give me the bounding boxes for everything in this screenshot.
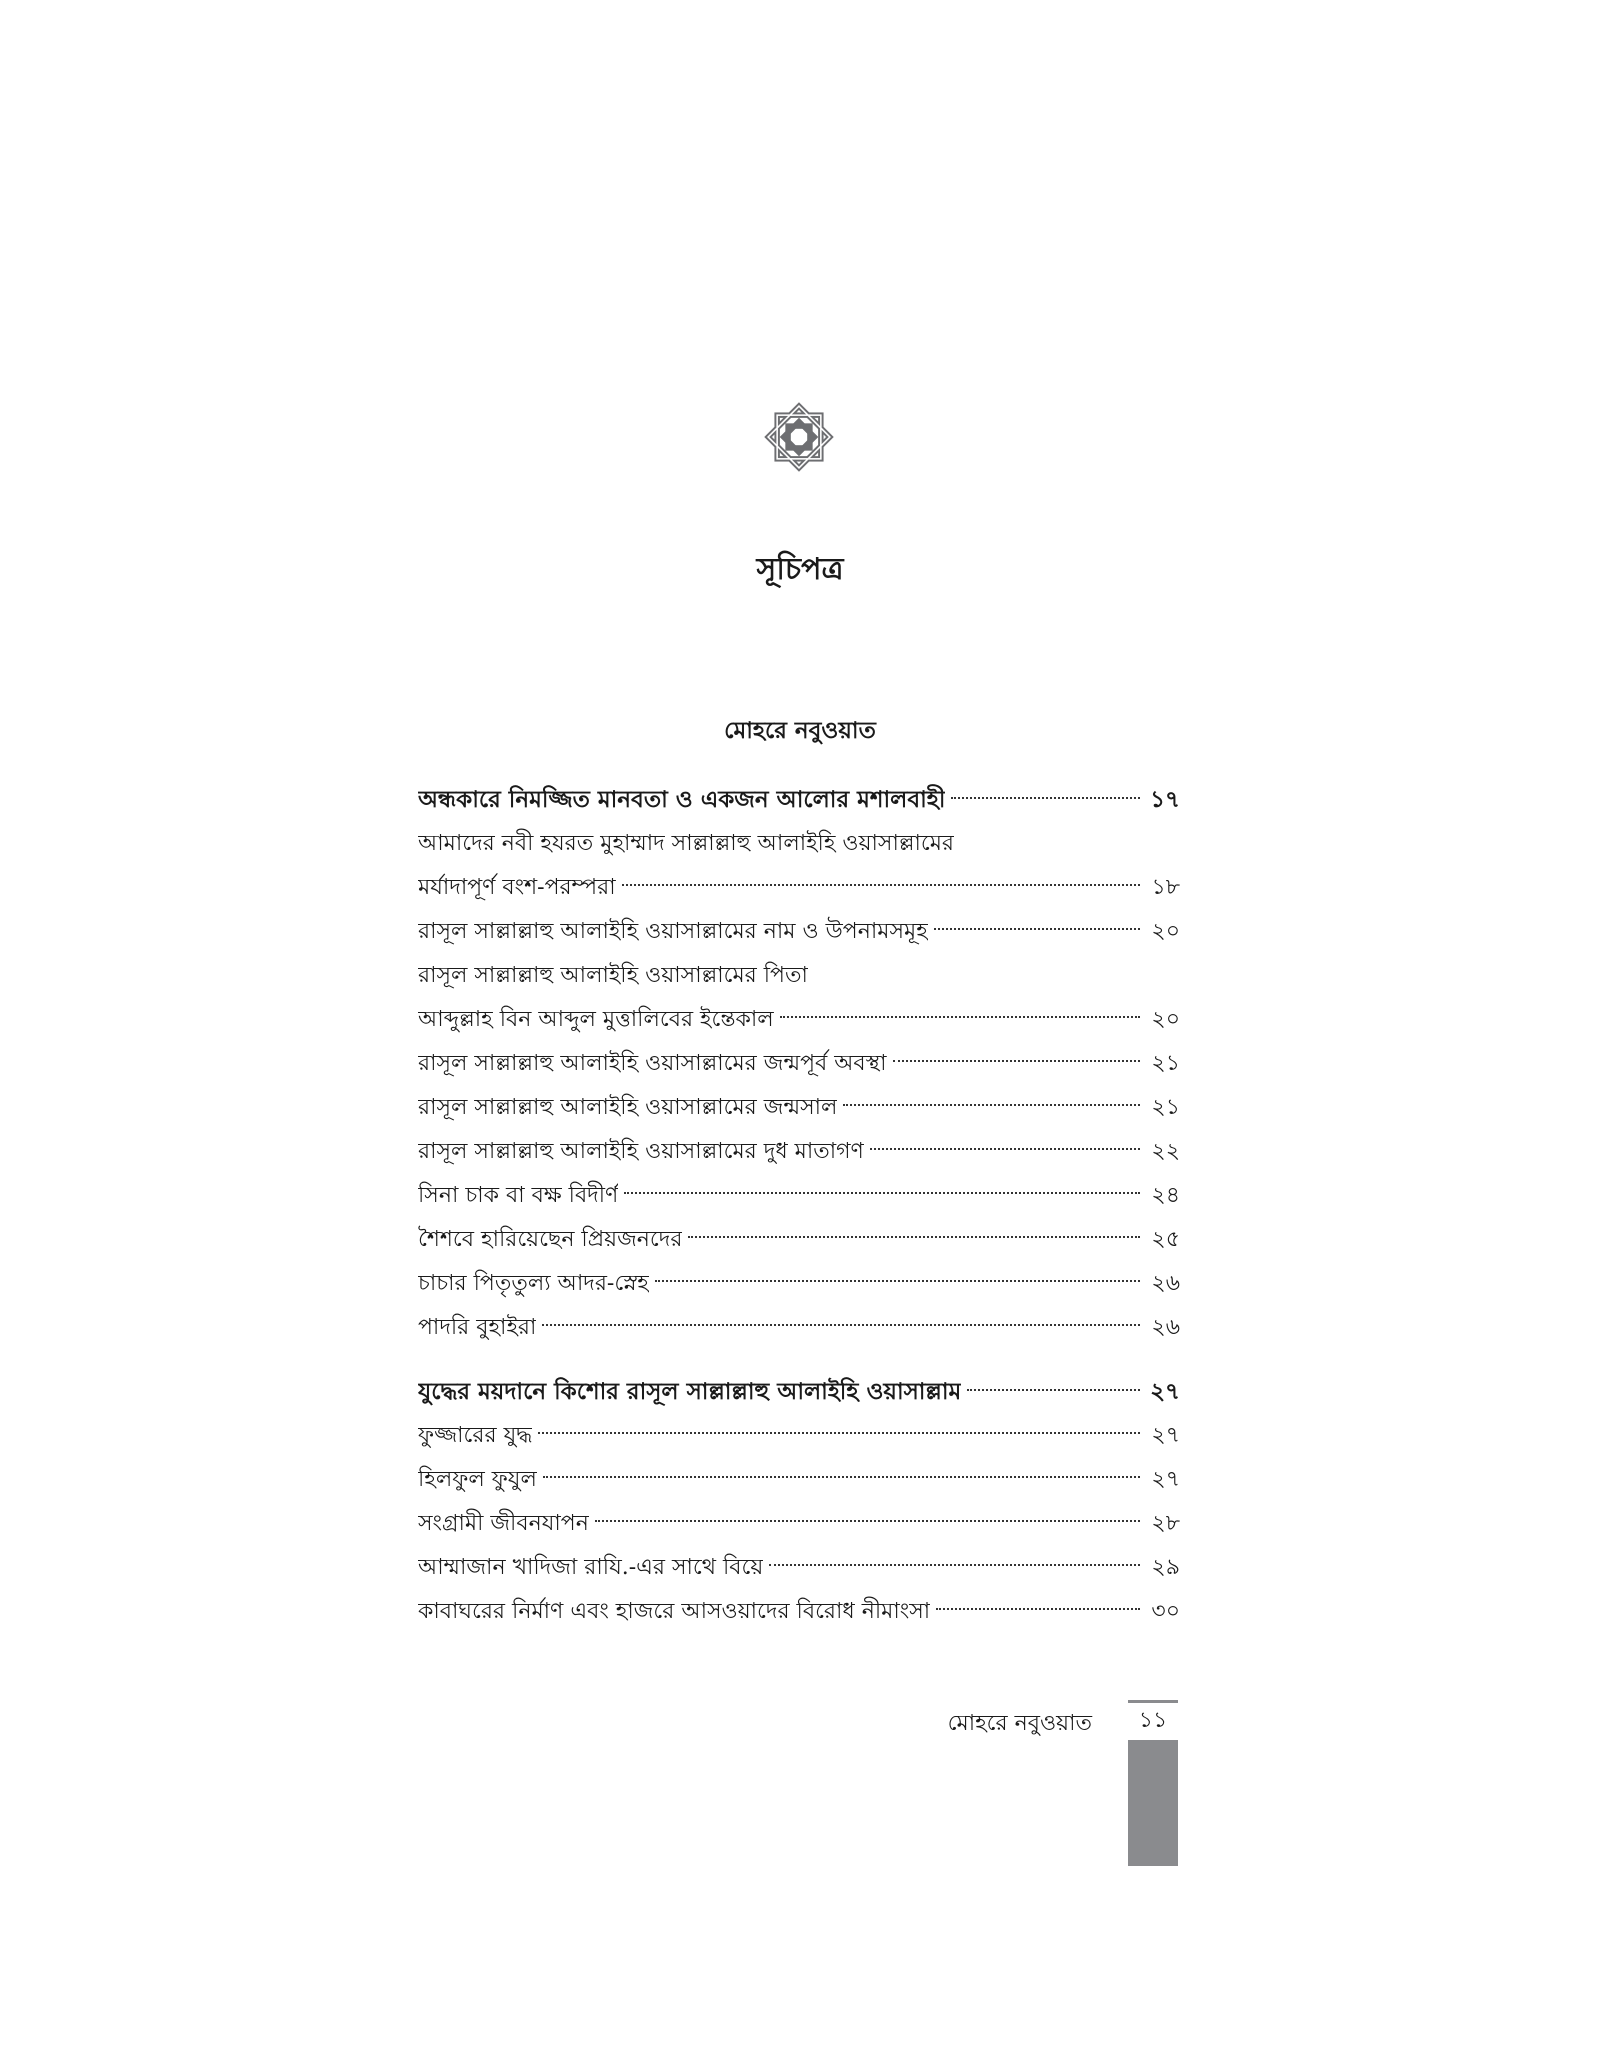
dot-leader bbox=[967, 1389, 1140, 1391]
toc-entry bbox=[418, 910, 1180, 954]
toc-entry-title: হিলফুল ফুযুল bbox=[418, 1467, 537, 1492]
toc-entry-title: রাসূল সাল্লাল্লাহু আলাইহি ওয়াসাল্লামের পিতা bbox=[418, 963, 808, 988]
toc-entry bbox=[418, 1086, 1180, 1130]
toc-section-heading bbox=[418, 778, 1180, 822]
toc-entry-title: চাচার পিতৃতুল্য আদর-স্নেহ bbox=[418, 1271, 649, 1296]
toc-page-number: ২১ bbox=[1151, 1051, 1180, 1076]
toc-entry bbox=[418, 1262, 1180, 1306]
running-title: মোহরে নবুওয়াত bbox=[947, 1711, 1092, 1736]
toc-entry-title: পাদরি বুহাইরা bbox=[418, 1315, 537, 1340]
toc-entry-title: সিনা চাক বা বক্ষ বিদীর্ণ bbox=[418, 1183, 619, 1208]
dot-leader bbox=[538, 1432, 1140, 1434]
toc-page-number: ১৭ bbox=[1150, 787, 1180, 813]
toc-page-number: ২০ bbox=[1151, 1007, 1180, 1032]
toc-page-number: ২৬ bbox=[1151, 1315, 1180, 1340]
toc-entry-title: কাবাঘরের নির্মাণ এবং হাজরে আসওয়াদের বিরোধ নীমাংসা bbox=[418, 1599, 931, 1624]
toc-entry-title: মর্যাদাপূর্ণ বংশ-পরম্পরা bbox=[418, 875, 616, 900]
toc-entry-title: রাসূল সাল্লাল্লাহু আলাইহি ওয়াসাল্লামের জন্মপূর্ব অবস্থা bbox=[418, 1051, 887, 1076]
dot-leader bbox=[893, 1060, 1141, 1062]
dot-leader bbox=[542, 1324, 1140, 1326]
toc-entry bbox=[418, 1414, 1180, 1458]
dot-leader bbox=[769, 1564, 1140, 1566]
toc-entry-title: রাসূল সাল্লাল্লাহু আলাইহি ওয়াসাল্লামের নাম ও উপনামসমূহ bbox=[418, 919, 928, 944]
toc-entry bbox=[418, 954, 1180, 998]
toc-entry-title: রাসূল সাল্লাল্লাহু আলাইহি ওয়াসাল্লামের জন্মসাল bbox=[418, 1095, 838, 1120]
toc-entry bbox=[418, 1042, 1180, 1086]
book-heading: মোহরে নবুওয়াত bbox=[724, 718, 876, 744]
page-number: ১১ bbox=[1138, 1708, 1168, 1733]
toc-entry bbox=[418, 998, 1180, 1042]
dot-leader bbox=[543, 1476, 1140, 1478]
toc-entry bbox=[418, 1502, 1180, 1546]
toc-entry bbox=[418, 866, 1180, 910]
toc-entry bbox=[418, 1590, 1180, 1634]
toc-page-number: ৩০ bbox=[1151, 1599, 1180, 1624]
toc-entry bbox=[418, 1546, 1180, 1590]
toc-entry-title: সংগ্রামী জীবনযাপন bbox=[418, 1511, 589, 1536]
toc-entry bbox=[418, 1218, 1180, 1262]
dot-leader bbox=[780, 1016, 1140, 1018]
toc-entry bbox=[418, 822, 1180, 866]
page-title: সূচিপত্র bbox=[756, 552, 844, 587]
table-of-contents bbox=[418, 778, 1180, 1634]
toc-page-number: ২৬ bbox=[1151, 1271, 1180, 1296]
dot-leader bbox=[934, 928, 1140, 930]
dot-leader bbox=[688, 1236, 1140, 1238]
toc-page-number: ১৮ bbox=[1151, 875, 1180, 900]
octagram-knot-icon bbox=[760, 398, 838, 476]
dot-leader bbox=[624, 1192, 1140, 1194]
toc-section-heading bbox=[418, 1370, 1180, 1414]
dot-leader bbox=[595, 1520, 1140, 1522]
toc-entry-title: অন্ধকারে নিমজ্জিত মানবতা ও একজন আলোর মশালবাহী bbox=[418, 787, 946, 813]
dot-leader bbox=[870, 1148, 1140, 1150]
toc-page-number: ২৭ bbox=[1151, 1423, 1180, 1448]
toc-entry-title: আম্মাজান খাদিজা রাযি.-এর সাথে বিয়ে bbox=[418, 1555, 764, 1580]
toc-page-number: ২৫ bbox=[1151, 1227, 1180, 1252]
toc-entry-title: আমাদের নবী হযরত মুহাম্মাদ সাল্লাল্লাহু আলাইহি ওয়াসাল্লামের bbox=[418, 831, 955, 856]
toc-entry-title: যুদ্ধের ময়দানে কিশোর রাসূল সাল্লাল্লাহু আলাইহি ওয়াসাল্লাম bbox=[418, 1379, 962, 1405]
toc-entry-title: শৈশবে হারিয়েছেন প্রিয়জনদের bbox=[418, 1227, 683, 1252]
toc-entry-title: রাসূল সাল্লাল্লাহু আলাইহি ওয়াসাল্লামের দুধ মাতাগণ bbox=[418, 1139, 864, 1164]
toc-page-number: ২৯ bbox=[1151, 1555, 1180, 1580]
toc-entry bbox=[418, 1174, 1180, 1218]
toc-page-number: ২৪ bbox=[1151, 1183, 1180, 1208]
toc-page-number: ২৭ bbox=[1150, 1379, 1180, 1405]
toc-entry-title: আব্দুল্লাহ বিন আব্দুল মুত্তালিবের ইন্তেকাল bbox=[418, 1007, 774, 1032]
dot-leader bbox=[655, 1280, 1140, 1282]
toc-page-number: ২১ bbox=[1151, 1095, 1180, 1120]
toc-entry bbox=[418, 1306, 1180, 1350]
dot-leader bbox=[951, 797, 1140, 799]
toc-page-number: ২৭ bbox=[1151, 1467, 1180, 1492]
dot-leader bbox=[936, 1608, 1140, 1610]
toc-entry-title: ফুজ্জারের যুদ্ধ bbox=[418, 1423, 533, 1448]
toc-page-number: ২০ bbox=[1151, 919, 1180, 944]
toc-page-number: ২৮ bbox=[1151, 1511, 1180, 1536]
dot-leader bbox=[843, 1104, 1140, 1106]
thumb-tab bbox=[1128, 1740, 1178, 1866]
dot-leader bbox=[622, 884, 1140, 886]
toc-entry bbox=[418, 1458, 1180, 1502]
toc-entry bbox=[418, 1130, 1180, 1174]
toc-page-number: ২২ bbox=[1151, 1139, 1180, 1164]
